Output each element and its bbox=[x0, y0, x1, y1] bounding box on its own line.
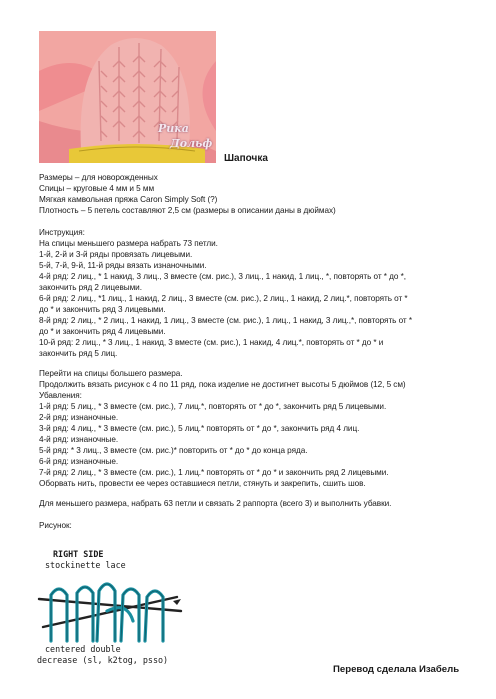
spec-line: Спицы – круговые 4 мм и 5 мм bbox=[39, 184, 155, 193]
spec-line: Плотность – 5 петель составляют 2,5 см (размеры в описании даны в дюймах) bbox=[39, 206, 336, 215]
decrease-line: 1-й ряд: 5 лиц., * 3 вместе (см. рис.), 7 лиц.*, повторять от * до *, закончить ряд 5 лицевыми. bbox=[39, 402, 387, 411]
diagram-bottom-line1: centered double bbox=[45, 644, 121, 654]
instruction-line: 6-й ряд: 2 лиц., *1 лиц., 1 накид, 2 лиц., 3 вместе (см. рис.), 2 лиц., 1 накид, 2 лиц.*, повторять от * bbox=[39, 294, 408, 303]
instruction-line: Инструкция: bbox=[39, 228, 85, 237]
diagram-top-line1: RIGHT SIDE bbox=[53, 549, 104, 559]
instruction-line: до * и закончить ряд 4 лицевыми. bbox=[39, 327, 166, 336]
decrease-line: 3-й ряд: 4 лиц., * 3 вместе (см. рис.), 5 лиц.* повторять от * до *, закончить ряд 4 лиц. bbox=[39, 424, 360, 433]
decrease-line: Продолжить вязать рисунок с 4 по 11 ряд, пока изделие не достигнет высоты 5 дюймов (12, 5 см) bbox=[39, 380, 406, 389]
stitch-drawing bbox=[37, 571, 185, 643]
decrease-line: 6-й ряд: изнаночные. bbox=[39, 457, 119, 466]
diagram-top-line2: stockinette lace bbox=[45, 560, 126, 570]
spec-line: Мягкая камвольная пряжа Caron Simply Soft (?) bbox=[39, 195, 218, 204]
decrease-line: Убавления: bbox=[39, 391, 82, 400]
instruction-line: 10-й ряд: 2 лиц., * 3 лиц., 1 накид, 3 вместе (см. рис.), 1 накид, 4 лиц.*, повторять от * до * и bbox=[39, 338, 384, 347]
instruction-line: 1-й, 2-й и 3-й ряды провязать лицевыми. bbox=[39, 250, 193, 259]
hat-photo bbox=[39, 31, 216, 163]
instruction-line: закончить ряд 2 лицевыми. bbox=[39, 283, 142, 292]
instruction-line: 5-й, 7-й, 9-й, 11-й ряды вязать изнаночными. bbox=[39, 261, 207, 270]
figure-label: Рисунок: bbox=[39, 521, 72, 530]
instruction-line: На спицы меньшего размера набрать 73 петли. bbox=[39, 239, 218, 248]
instruction-line: до * и закончить ряд 3 лицевыми. bbox=[39, 305, 166, 314]
decrease-line: Перейти на спицы большего размера. bbox=[39, 369, 183, 378]
decrease-line: 5-й ряд: * 3 лиц., 3 вместе (см. рис.)* повторить от * до * до конца ряда. bbox=[39, 446, 308, 455]
instruction-line: 8-й ряд: 2 лиц., * 2 лиц., 1 накид, 1 лиц., 3 вместе (см. рис.), 1 лиц., 1 накид, 3 лиц.,*, повторять от * bbox=[39, 316, 412, 325]
instruction-line: закончить ряд 5 лиц. bbox=[39, 349, 118, 358]
page-title: Шапочка bbox=[224, 153, 268, 164]
decrease-line: 4-й ряд: изнаночные. bbox=[39, 435, 119, 444]
translation-credit: Перевод сделала Изабель bbox=[333, 664, 460, 675]
watermark-line1: Рика bbox=[158, 122, 189, 135]
decrease-line: Оборвать нить, провести ее через оставшиеся петли, стянуть и закрепить, сшить шов. bbox=[39, 479, 366, 488]
small-size-note: Для меньшего размера, набрать 63 петли и связать 2 раппорта (всего 3) и выполнить убавки. bbox=[39, 499, 392, 508]
decrease-line: 2-й ряд: изнаночные. bbox=[39, 413, 119, 422]
decrease-line: 7-й ряд: 2 лиц., * 3 вместе (см. рис.), 1 лиц.* повторять от * до * и закончить ряд 2 лицевыми. bbox=[39, 468, 389, 477]
knitting-diagram bbox=[37, 549, 185, 669]
spec-line: Размеры – для новорожденных bbox=[39, 173, 158, 182]
watermark-line2: Дольф bbox=[170, 137, 213, 150]
instruction-line: 4-й ряд: 2 лиц., * 1 накид, 3 лиц., 3 вместе (см. рис.), 3 лиц., 1 накид, 1 лиц., *, повторять от * до *, bbox=[39, 272, 406, 281]
diagram-bottom-line2: decrease (sl, k2tog, psso) bbox=[37, 655, 169, 665]
